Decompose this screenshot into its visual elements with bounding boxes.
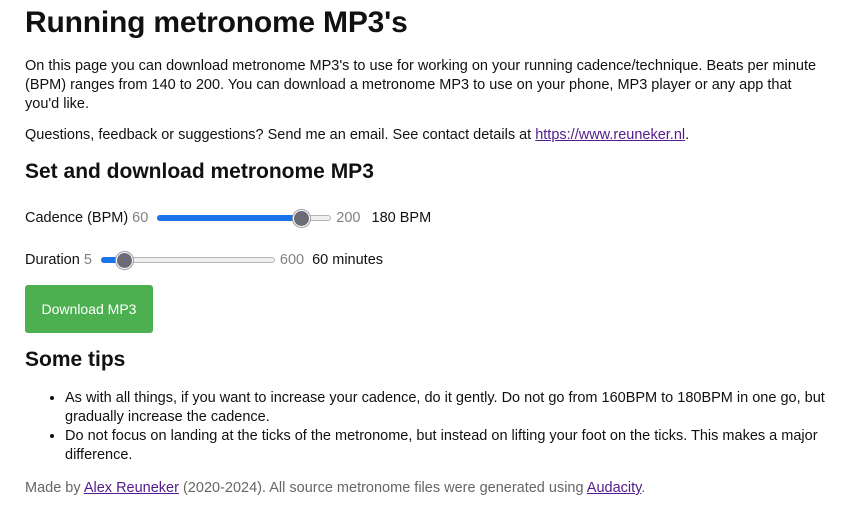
author-link[interactable]: Alex Reuneker: [83, 480, 179, 496]
footer-prefix: Made by: [25, 480, 84, 496]
cadence-row: [25, 206, 431, 230]
download-section-heading: Set and download metronome MP3: [25, 160, 374, 183]
intro-paragraph: On this page you can download metronome MP3's to use for working on your running cadence/technique. Beats per minute (BPM) ranges from 140 to 200. You can download a metronome MP3 to use on your phone, MP3 player or any app that you'd like.: [25, 58, 817, 112]
cadence-slider-thumb[interactable]: [293, 210, 310, 227]
cadence-max-label: 200: [336, 210, 361, 226]
cadence-value: 180 BPM: [371, 210, 432, 226]
cadence-slider[interactable]: [157, 215, 331, 221]
contact-text: Questions, feedback or suggestions? Send me an email. See contact details at: [25, 127, 536, 143]
duration-row: [25, 248, 383, 272]
list-item: • As with all things, if you want to increase your cadence, do it gently. Do not go from 160BPM to 180BPM in one go, but gradually increase the cadence.: [65, 389, 825, 427]
page-title: Running metronome MP3's: [25, 6, 408, 39]
download-mp3-button[interactable]: Download MP3: [25, 285, 153, 333]
duration-slider-thumb[interactable]: [116, 252, 133, 269]
contact-link[interactable]: https://www.reuneker.nl: [535, 127, 686, 143]
footer-suffix: .: [641, 480, 646, 496]
duration-max-label: 600: [279, 252, 305, 268]
duration-slider[interactable]: [101, 257, 275, 263]
tips-list: [25, 389, 825, 465]
contact-paragraph: [25, 126, 825, 145]
footer-middle: (2020-2024). All source metronome files were generated using: [178, 480, 587, 496]
footer: [25, 479, 645, 498]
list-item: • Do not focus on landing at the ticks of the metronome, but instead on lifting your foot on the ticks. This makes a major difference.: [65, 427, 825, 465]
duration-label: Duration: [25, 252, 80, 268]
audacity-link[interactable]: Audacity: [586, 480, 642, 496]
cadence-slider-fill: [157, 215, 300, 221]
tips-section-heading: Some tips: [25, 348, 126, 371]
duration-min-label: 5: [83, 252, 92, 268]
cadence-min-label: 60: [132, 210, 149, 226]
contact-end: .: [685, 127, 690, 143]
cadence-label: Cadence (BPM): [25, 210, 129, 226]
duration-value: 60 minutes: [312, 252, 384, 268]
